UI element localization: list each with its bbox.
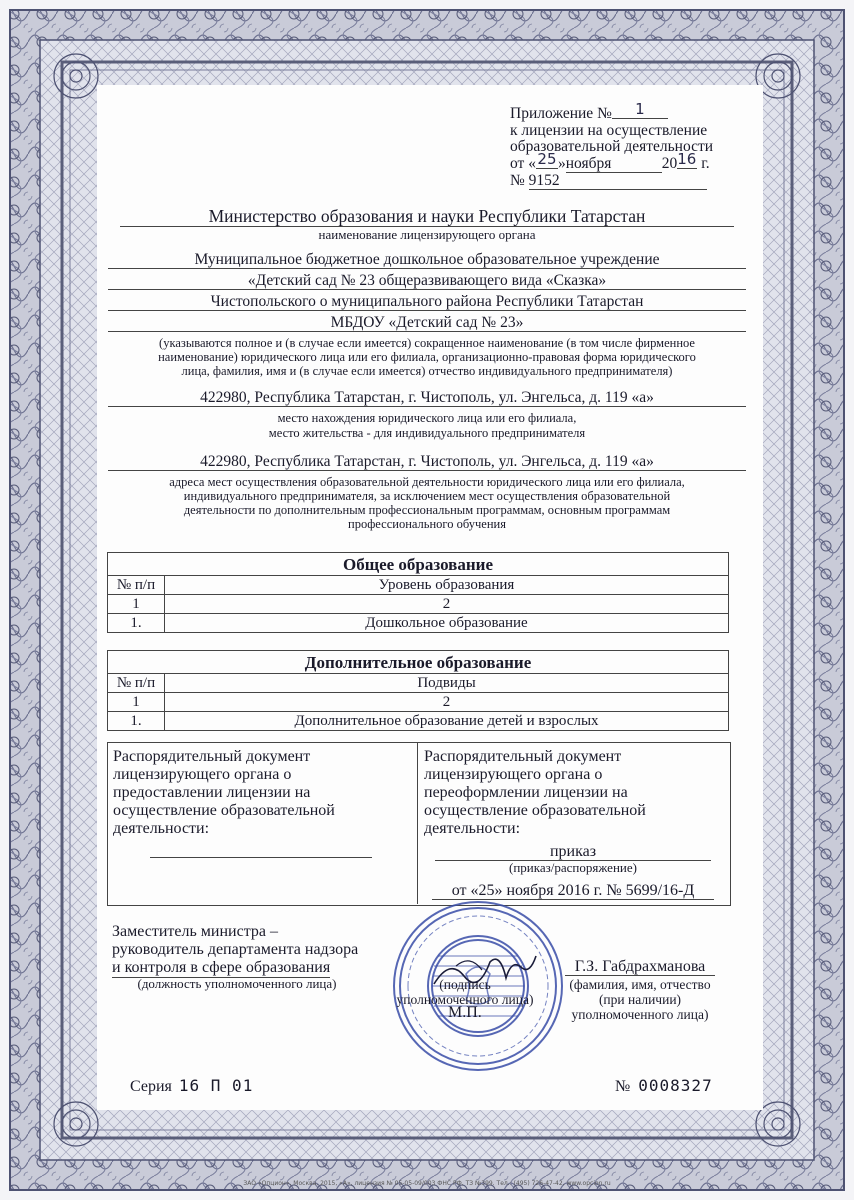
- form-number: [615, 1077, 713, 1095]
- annex-line3: образовательной деятельности: [510, 138, 714, 155]
- annex-month: ноября: [566, 155, 662, 173]
- annex-license: [510, 172, 720, 190]
- position-line: Заместитель министра –: [112, 923, 278, 940]
- activity-caption-4: профессионального обучения: [348, 517, 506, 531]
- signature-caption: [390, 977, 540, 1007]
- stamp-label: М.П.: [448, 1004, 482, 1021]
- form-number-value: 0008327: [638, 1076, 713, 1095]
- series-value: 16 П 01: [178, 1076, 254, 1095]
- table-row: [108, 614, 729, 633]
- doc-left-line: лицензирующего органа о: [113, 766, 292, 783]
- activity-caption-2: индивидуального предпринимателя, за исключением мест осуществления образовательной: [183, 489, 671, 503]
- doc-left-blank-line: [150, 857, 372, 858]
- year-prefix: 20: [661, 155, 678, 172]
- activity-caption-3: деятельности по дополнительным профессиональным программам, основным программам: [183, 503, 671, 517]
- cell-number: 1: [108, 595, 165, 614]
- activity-address: 422980, Республика Татарстан, г. Чистополь, ул. Энгельса, д. 119 «а»: [108, 453, 746, 471]
- cell-value: 2: [165, 693, 729, 712]
- authority-caption: наименование лицензирующего органа: [318, 227, 536, 242]
- signatory-name: Г.З. Габдрахманова: [565, 958, 715, 976]
- license-number: 9152: [529, 172, 707, 190]
- table-row: [108, 712, 729, 731]
- name-caption: [560, 977, 720, 1022]
- table-row: [108, 693, 729, 712]
- doc-right-line: лицензирующего органа о: [424, 766, 603, 783]
- doc-left-line: осуществление образовательной: [113, 802, 335, 819]
- table-row: [108, 576, 729, 595]
- annex-year: 16: [677, 150, 697, 168]
- org-caption-1: (указываются полное и (в случае если имеется) сокращенное наименование (в том числе фирменное: [159, 336, 695, 350]
- cell-value: Дошкольное образование: [165, 614, 729, 633]
- table-general-title: Общее образование: [108, 553, 729, 576]
- org-line-3: Чистопольского о муниципального района Республики Татарстан: [108, 293, 746, 311]
- annex-date: [510, 150, 720, 173]
- series-label: Серия: [130, 1078, 172, 1095]
- table-general-education: [107, 552, 729, 633]
- doc-right-line: осуществление образовательной: [424, 802, 646, 819]
- doc-left-line: предоставлении лицензии на: [113, 784, 311, 801]
- name-caption-line: (фамилия, имя, отчество: [569, 977, 711, 992]
- doc-right-order-type: приказ: [435, 843, 711, 861]
- table-row: [108, 674, 729, 693]
- location-caption-1: место нахождения юридического лица или его филиала,: [277, 411, 577, 425]
- location-caption-2: место жительства - для индивидуального предпринимателя: [268, 426, 586, 440]
- col-level-header: Уровень образования: [165, 576, 729, 595]
- signature-caption-line: (подпись: [439, 977, 491, 992]
- col-subtype-header: Подвиды: [165, 674, 729, 693]
- org-caption-2: наименование) юридического лица или его филиала, организационно-правовая форма юридического: [158, 350, 696, 364]
- doc-left: [113, 748, 335, 838]
- signatory-position: [112, 923, 358, 978]
- doc-left-line: Распорядительный документ: [113, 748, 311, 765]
- name-caption-line: (при наличии): [598, 992, 682, 1007]
- org-line-4: МБДОУ «Детский сад № 23»: [108, 314, 746, 332]
- year-end: г.: [701, 155, 710, 172]
- table-additional-education: [107, 650, 729, 731]
- orders-divider: [417, 742, 418, 904]
- col-number-header: № п/п: [108, 576, 165, 595]
- cell-value: 2: [165, 595, 729, 614]
- doc-right-order-date: от «25» ноября 2016 г. № 5699/16-Д: [432, 882, 714, 900]
- printer-imprint: ЗАО «Опцион», Москва, 2015, «А», лицензия № 05-05-09/003 ФНС РФ, ТЗ №399. Тел.: (495) 726-47-42, www.opcion.ru: [243, 1180, 611, 1187]
- authority-name: Министерство образования и науки Республики Татарстан: [120, 207, 734, 227]
- doc-right: [424, 748, 646, 838]
- date-prefix: от «: [510, 155, 536, 172]
- org-line-2: «Детский сад № 23 общеразвивающего вида «Сказка»: [108, 272, 746, 290]
- org-line-1: Муниципальное бюджетное дошкольное образовательное учреждение: [108, 251, 746, 269]
- position-line: руководитель департамента надзора: [112, 941, 359, 958]
- position-caption: (должность уполномоченного лица): [137, 976, 337, 991]
- org-caption-3: лица, фамилия, имя и (в случае если имеется) отчество индивидуального предпринимателя): [181, 364, 673, 378]
- annex-number: 1: [612, 101, 668, 119]
- cell-number: 1.: [108, 614, 165, 633]
- doc-right-line: Распорядительный документ: [424, 748, 622, 765]
- col-number-header: № п/п: [108, 674, 165, 693]
- annex-label: [510, 100, 668, 123]
- location-address: 422980, Республика Татарстан, г. Чистополь, ул. Энгельса, д. 119 «а»: [108, 389, 746, 407]
- doc-right-order-caption: (приказ/распоряжение): [509, 860, 637, 875]
- position-line: и контроля в сфере образования: [112, 959, 331, 976]
- cell-number: 1: [108, 693, 165, 712]
- cell-value: Дополнительное образование детей и взрослых: [165, 712, 729, 731]
- doc-left-line: деятельности:: [113, 820, 210, 837]
- table-row: [108, 595, 729, 614]
- doc-right-line: деятельности:: [424, 820, 521, 837]
- signature-caption-line: уполномоченного лица): [396, 992, 534, 1007]
- name-caption-line: уполномоченного лица): [571, 1007, 709, 1022]
- annex-line2: к лицензии на осуществление: [510, 122, 708, 139]
- activity-caption-1: адреса мест осуществления образовательной деятельности юридического лица или его филиала,: [169, 475, 685, 489]
- table-additional-title: Дополнительное образование: [108, 651, 729, 674]
- license-label: №: [510, 172, 525, 189]
- annex-label-text: Приложение №: [510, 105, 612, 122]
- date-mid: »: [557, 155, 566, 172]
- annex-day: 25: [537, 150, 557, 168]
- form-number-label: №: [615, 1078, 631, 1095]
- series: [130, 1077, 253, 1095]
- cell-number: 1.: [108, 712, 165, 731]
- doc-right-line: переоформлении лицензии на: [424, 784, 628, 801]
